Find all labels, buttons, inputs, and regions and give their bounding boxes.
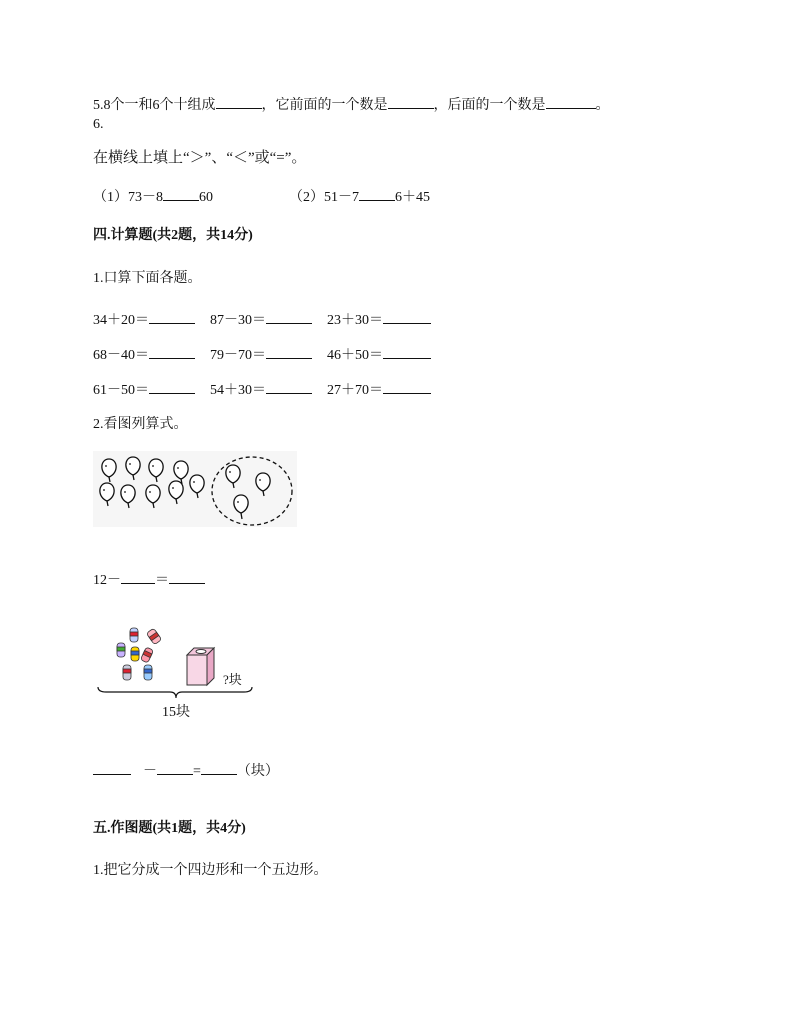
- calc-row-3: [93, 379, 195, 400]
- calc-expression: 54＋30＝: [210, 383, 266, 398]
- calc-expression: 34＋20＝: [93, 313, 149, 328]
- calc-expression: 87－30＝: [210, 313, 266, 328]
- answer-blank[interactable]: [546, 94, 596, 109]
- total-blocks-label: 15块: [162, 705, 190, 720]
- answer-blank[interactable]: [157, 760, 193, 775]
- eq1-prefix: 12－: [93, 573, 121, 588]
- calc-row-1: [93, 309, 195, 330]
- section-5-q1-title: 1.把它分成一个四边形和一个五边形。: [93, 863, 328, 878]
- answer-blank[interactable]: [149, 379, 195, 394]
- answer-blank[interactable]: [383, 379, 431, 394]
- calc-expression: 79－70＝: [210, 348, 266, 363]
- candy-icon: [130, 628, 138, 642]
- answer-blank[interactable]: [149, 344, 195, 359]
- calc-row-1-c: [327, 309, 431, 330]
- answer-blank[interactable]: [149, 309, 195, 324]
- compare-blank[interactable]: [359, 186, 395, 201]
- candy-icon: [146, 628, 161, 645]
- candy-icon: [144, 665, 152, 680]
- section-4-heading: 四.计算题(共2题，共14分): [93, 228, 253, 243]
- q6-item-2: [289, 186, 430, 207]
- candy-icon: [131, 647, 139, 661]
- q6-item-1-left: （1）73－8: [93, 190, 163, 205]
- answer-blank[interactable]: [216, 94, 262, 109]
- q5-text-3: ，后面的一个数是: [433, 98, 546, 113]
- answer-blank[interactable]: [169, 569, 205, 584]
- q5-text-2: ，它前面的一个数是: [261, 98, 388, 113]
- compare-blank[interactable]: [163, 186, 199, 201]
- calc-expression: 46＋50＝: [327, 348, 383, 363]
- section-4-q1-title: 1.口算下面各题。: [93, 271, 202, 286]
- calc-row-2: [93, 344, 195, 365]
- section-4-q2-title: 2.看图列算式。: [93, 417, 188, 432]
- calc-row-1-b: [210, 309, 312, 330]
- answer-blank[interactable]: [266, 309, 312, 324]
- q5-text-1: 5.8个一和6个十组成: [93, 98, 216, 113]
- eq2-equals: =: [193, 764, 201, 779]
- answer-blank[interactable]: [93, 760, 131, 775]
- calc-row-3-b: [210, 379, 312, 400]
- question-6-number: 6.: [93, 117, 104, 132]
- answer-blank[interactable]: [383, 344, 431, 359]
- equation-1: [93, 569, 205, 590]
- calc-expression: 27＋70＝: [327, 383, 383, 398]
- calc-expression: 23＋30＝: [327, 313, 383, 328]
- eq2-unit: （块）: [236, 764, 279, 779]
- eq2-minus: －: [143, 764, 157, 779]
- calc-expression: 61－50＝: [93, 383, 149, 398]
- question-5: [93, 94, 610, 115]
- radish-figure: [93, 451, 297, 527]
- calc-row-3-c: [327, 379, 431, 400]
- answer-blank[interactable]: [201, 760, 237, 775]
- calc-row-2-b: [210, 344, 312, 365]
- question-6-instruction: 在横线上填上“＞”、“＜”或“=”。: [93, 150, 307, 166]
- total-brace: [96, 685, 256, 699]
- eq1-equals: ＝: [155, 573, 169, 588]
- answer-blank[interactable]: [121, 569, 155, 584]
- answer-blank[interactable]: [266, 344, 312, 359]
- calc-expression: 68－40＝: [93, 348, 149, 363]
- calc-row-2-c: [327, 344, 431, 365]
- candy-icon: [140, 647, 153, 663]
- q5-text-4: 。: [595, 98, 610, 113]
- box-icon: [187, 648, 214, 685]
- answer-blank[interactable]: [266, 379, 312, 394]
- section-5-heading: 五.作图题(共1题，共4分): [93, 821, 246, 836]
- unknown-blocks-label: ?块: [223, 672, 242, 687]
- answer-blank[interactable]: [383, 309, 431, 324]
- candy-icon: [117, 643, 125, 657]
- q6-item-2-right: 6＋45: [395, 190, 430, 205]
- candy-icon: [123, 665, 131, 680]
- q6-item-2-left: （2）51－7: [289, 190, 359, 205]
- q6-item-1-right: 60: [199, 190, 213, 205]
- q6-item-1: [93, 186, 213, 207]
- answer-blank[interactable]: [388, 94, 434, 109]
- equation-2: [93, 760, 279, 781]
